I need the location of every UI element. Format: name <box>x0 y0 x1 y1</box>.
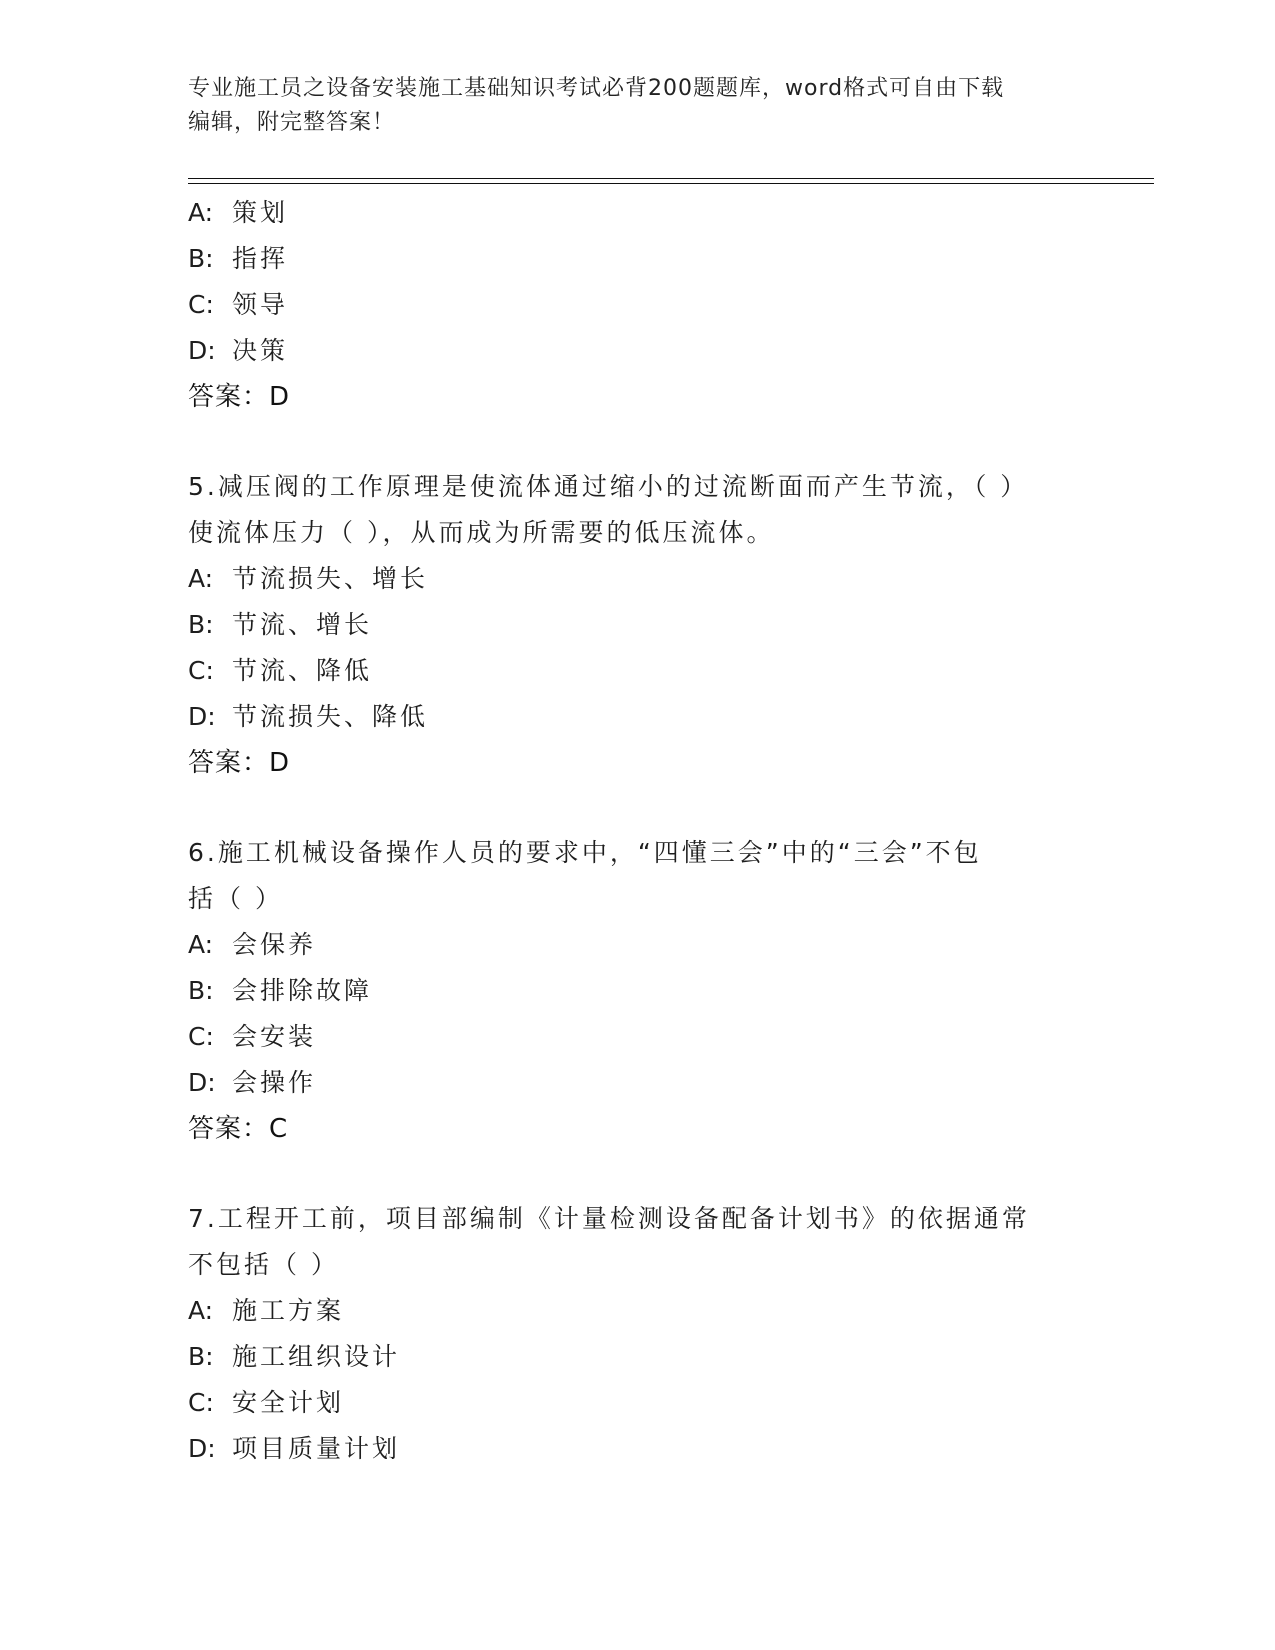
question-block-6 <box>188 830 1088 1152</box>
answer-label: 答案： <box>188 382 270 412</box>
option-letter: C: <box>188 656 214 685</box>
option-letter: C: <box>188 290 214 319</box>
option-letter: A: <box>188 1296 214 1325</box>
option-letter: A: <box>188 198 214 227</box>
option-text: 项目质量计划 <box>232 1434 401 1463</box>
option-letter: C: <box>188 1388 214 1417</box>
option-text: 节流、降低 <box>232 656 373 685</box>
option-c <box>188 648 1088 694</box>
option-text: 施工方案 <box>232 1296 345 1325</box>
question-stem-line: 6.施工机械设备操作人员的要求中，“四懂三会”中的“三会”不包 <box>188 838 982 867</box>
spacer <box>188 786 1088 830</box>
option-a <box>188 1288 1088 1334</box>
question-block-5 <box>188 464 1088 786</box>
option-text: 节流损失、降低 <box>232 702 429 731</box>
option-letter: D: <box>188 336 216 365</box>
option-text: 领导 <box>232 290 289 319</box>
question-block-4 <box>188 190 1088 420</box>
question-stem-line: 不包括（ ） <box>188 1250 339 1279</box>
option-letter: D: <box>188 702 216 731</box>
option-c <box>188 1380 1088 1426</box>
option-text: 节流、增长 <box>232 610 373 639</box>
answer-label: 答案： <box>188 748 270 778</box>
option-d <box>188 1060 1088 1106</box>
question-stem-line: 5.减压阀的工作原理是使流体通过缩小的过流断面而产生节流，（ ） <box>188 472 1029 501</box>
answer-value: C <box>269 1114 289 1144</box>
answer-label: 答案： <box>188 1114 270 1144</box>
answer-line <box>188 740 1088 786</box>
option-b <box>188 1334 1088 1380</box>
option-a <box>188 922 1088 968</box>
option-letter: D: <box>188 1434 216 1463</box>
option-letter: D: <box>188 1068 216 1097</box>
answer-line <box>188 374 1088 420</box>
option-text: 施工组织设计 <box>232 1342 401 1371</box>
option-a <box>188 190 1088 236</box>
answer-value: D <box>269 382 291 412</box>
option-c <box>188 282 1088 328</box>
question-stem-line: 括（ ） <box>188 884 283 913</box>
question-block-7 <box>188 1196 1088 1472</box>
option-c <box>188 1014 1088 1060</box>
option-text: 会保养 <box>232 930 317 959</box>
option-b <box>188 236 1088 282</box>
option-text: 节流损失、增长 <box>232 564 429 593</box>
option-letter: B: <box>188 976 214 1005</box>
option-text: 会操作 <box>232 1068 317 1097</box>
question-list <box>188 190 1088 1472</box>
document-header <box>188 72 1078 140</box>
option-text: 决策 <box>232 336 289 365</box>
option-d <box>188 694 1088 740</box>
answer-value: D <box>269 748 291 778</box>
header-title-line-2: 编辑，附完整答案！ <box>188 110 396 135</box>
option-letter: A: <box>188 564 214 593</box>
option-b <box>188 968 1088 1014</box>
question-stem-line: 使流体压力（ ），从而成为所需要的低压流体。 <box>188 518 775 547</box>
option-letter: B: <box>188 244 214 273</box>
option-text: 安全计划 <box>232 1388 345 1417</box>
question-stem-line: 7.工程开工前，项目部编制《计量检测设备配备计划书》的依据通常 <box>188 1204 1030 1233</box>
option-letter: B: <box>188 1342 214 1371</box>
answer-line <box>188 1106 1088 1152</box>
option-text: 策划 <box>232 198 289 227</box>
option-letter: B: <box>188 610 214 639</box>
spacer <box>188 420 1088 464</box>
header-title-line-1: 专业施工员之设备安装施工基础知识考试必背200题题库，word格式可自由下载 <box>188 76 1005 101</box>
option-text: 会排除故障 <box>232 976 373 1005</box>
header-divider-top <box>188 178 1154 179</box>
option-b <box>188 602 1088 648</box>
header-divider-bottom <box>188 183 1154 184</box>
option-d <box>188 328 1088 374</box>
option-a <box>188 556 1088 602</box>
option-d <box>188 1426 1088 1472</box>
spacer <box>188 1152 1088 1196</box>
option-letter: C: <box>188 1022 214 1051</box>
option-text: 指挥 <box>232 244 289 273</box>
option-letter: A: <box>188 930 214 959</box>
option-text: 会安装 <box>232 1022 317 1051</box>
